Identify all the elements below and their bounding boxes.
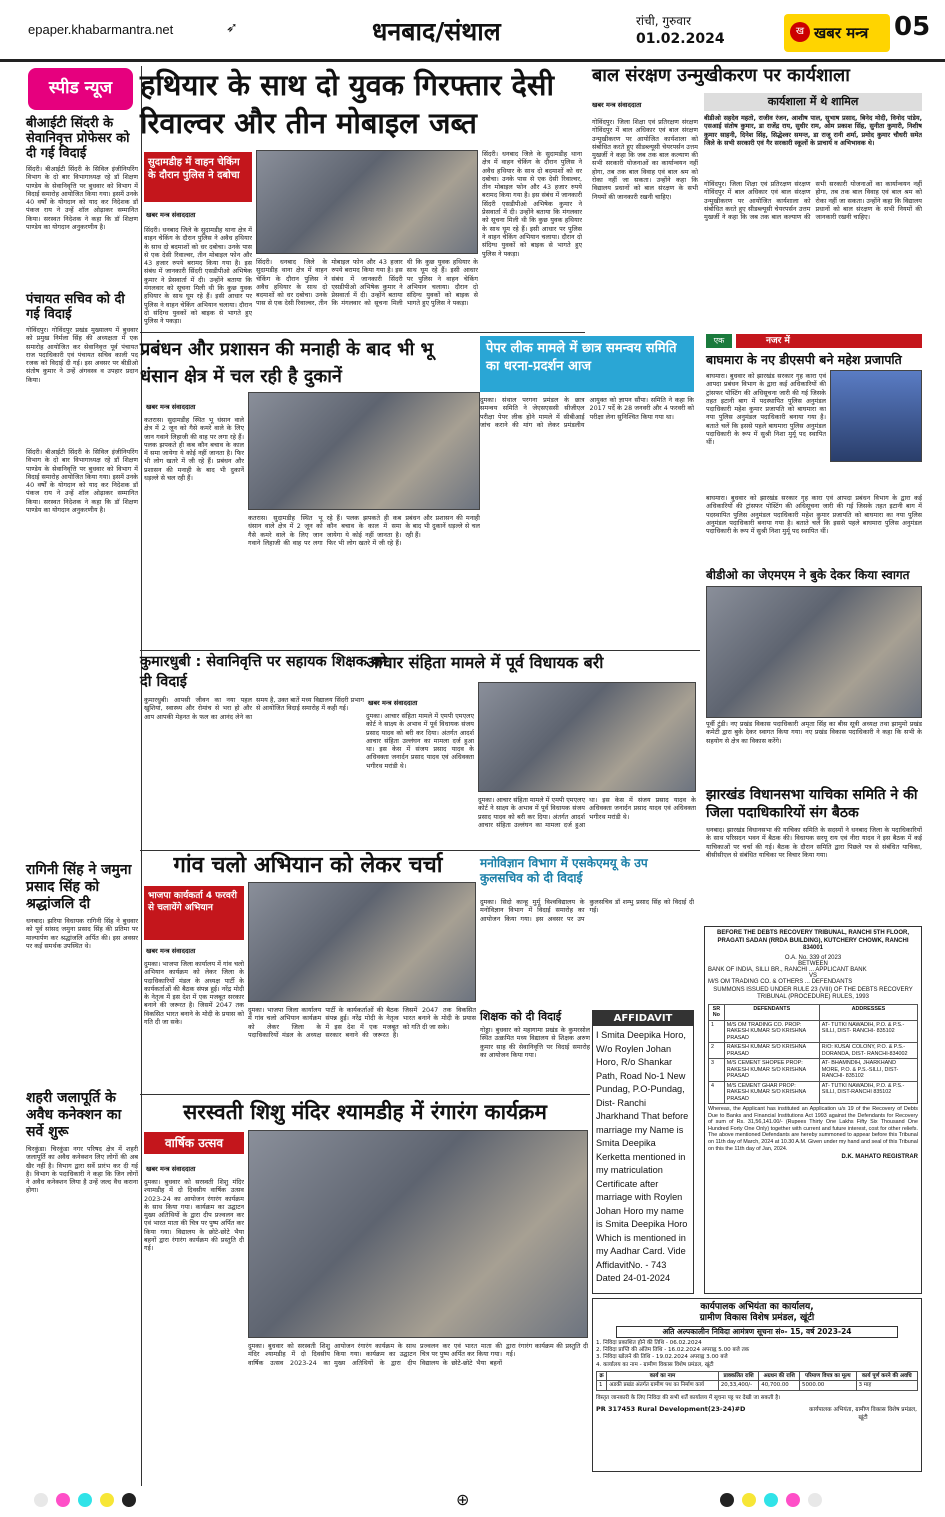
- table-header: क्र: [597, 1371, 607, 1381]
- kumardhubi-headline: कुमारधुबी : सेवानिवृत्ति पर सहायक शिक्षक को दी विदाई: [140, 654, 387, 690]
- jharkhand-body: धनबाद। झारखंड विधानसभा की याचिका समिति के सदस्यों ने धनबाद जिला के पदाधिकारियों के साथ परिसदन भवन में बैठक की। विधायक सरयू राय एवं नीरा यादव ने इस बैठक में कई याचिकाओं पर चर्चा की गई। बैठक के दौरान समिति द्वारा पिछले पत्र से संबंधित याचिका, बीसीसीएल से संबंधित याचिका पर विचार किया गया।: [706, 826, 922, 859]
- bal-byline: खबर मन्त्र संवाददाता: [592, 101, 642, 109]
- tender-pr: PR 317453 Rural Development(23-24)#D: [596, 1404, 746, 1413]
- table-header: SR No: [709, 1004, 725, 1020]
- lead-body-3: सिंदरी। धनबाद जिले के सुदामडीह थाना क्षेत्र में वाहन चेकिंग के दौरान पुलिस ने अवैध हथियार के साथ दो बदमाशों को धर दबोचा। उनके पास से एक देसी रिवाल्वर, तीन मोबाइल फोन और 43 हजार रुपये बरामद किया गया है। इस संबंध में जानकारी सिंदरी एसडीपीओ अभिषेक कुमार ने प्रेसवार्ता में दी। उन्होंने बताया कि मंगलवार को सूचना मिली थी कि कुछ युवक हथियार के साथ घूम रहे हैं। इसी आधार पर पुलिस ने वाहन चेकिंग अभियान चलाया। दौरान दो संदिग्ध युवकों को बाइक से भागते हुए पुलिस ने पकड़ा।: [482, 150, 582, 258]
- tender-signoff: कार्यपालक अभियंता, ग्रामीण विकास विशेष प्रमंडल, खूंटी: [809, 1406, 917, 1421]
- gaon-photo: [248, 882, 476, 1002]
- crosshair-icon: ⊕: [456, 1490, 470, 1509]
- achar-byline: खबर मन्त्र संवाददाता: [368, 699, 418, 707]
- tender-office-2: ग्रामीण विकास विशेष प्रमंडल, खूंटी: [699, 1313, 815, 1323]
- gaon-body-1: दुमका। भाजपा जिला कार्यालय में गांव चलो अभियान कार्यक्रम को लेकर जिला के पदाधिकारियों मंडल के अध्यक्ष पार्टी के कार्यकर्ताओं की बैठक संपन्न हुई। नरेंद्र मोदी के नेतृत्व में इस देश में एक मजबूत सरकार बनाने की जरूरत है। जिसमें 2047 तक विकसित भारत बनाने के मोदी के प्रयास को गति दी जा सके।: [144, 960, 244, 1027]
- site-url[interactable]: epaper.khabarmantra.net: [28, 22, 174, 37]
- print-registration-marks: [720, 1492, 830, 1511]
- left-filler: [26, 448, 138, 848]
- news-box-label-small: एक: [706, 334, 732, 348]
- bal-names: बीडीओ सहदेव महतो, राजीव रंजन, आशीष पाल, सुभाष प्रसाद, बिनेद मोदी, विनोद पांडेय, एसआई संतोष कुमार, डा राजेंद्र राय, सुधीर राम, ओम प्रकाश सिंह, सुनीता कुमारी, निशीष कुमार साहनी, दिनेश सिंह, सिद्धेश्वर समन्त, डा राजू रानी शर्मा, प्रमोद कुमार चौधरी समेत जिले के सभी सरकारी एवं गैर सरकारी स्कूलों के प्राचार्य व अभिभावक थे।: [704, 114, 922, 147]
- manovigyan-headline: मनोविज्ञान विभाग में एसकेएमयू के उप कुलसचिव को दी विदाई: [480, 856, 648, 885]
- table-row: [709, 1020, 918, 1043]
- table-row: [709, 1081, 918, 1104]
- table-header: DEFENDANTS: [724, 1004, 819, 1020]
- table-cell: 4: [709, 1081, 725, 1104]
- table-row: [709, 1043, 918, 1059]
- affidavit-box: [592, 1010, 694, 1294]
- lead-kicker: सुदामडीह में वाहन चेकिंग के दौरान पुलिस ने दबोचा: [144, 152, 252, 202]
- divider: [140, 1094, 590, 1095]
- table-cell: 40,700.00: [759, 1381, 800, 1391]
- speed-news-badge: स्पीड न्यूज: [28, 68, 133, 110]
- cursor-icon: ➶: [226, 20, 238, 36]
- table-cell: M/S OM TRADING CO. PROP: RAKESH KUMAR S/O KRISHNA PRASAD: [724, 1020, 819, 1043]
- bal-body-1: गोविंदपुर। जिला शिक्षा एवं प्रतिरक्षण संरक्षण गोविंदपुर में बाल अधिकार एवं बाल संरक्षण उन्मुखीकरण पर आयोजित कार्यशाला को संबोधित करते हुए सीडब्ल्यूसी चेयरपर्सन उत्तम मुखर्जी ने कहा कि जब तक बाल कल्याण की सभी सरकारी योजनाओं का कार्यान्वयन नहीं होगा, तब तक बाल विवाह एवं बाल श्रम को रोका नहीं जा सकता। उन्होंने कहा कि विद्यालय प्रधानों को बाल संरक्षण के सभी नियमों की जानकारी रखनी चाहिए।: [592, 118, 698, 201]
- left-story-4: [26, 862, 138, 1087]
- lead-photo: [256, 150, 478, 254]
- gaon-headline: गांव चलो अभियान को लेकर चर्चा: [173, 853, 443, 878]
- affidavit-body: I Smita Deepika Horo, W/o Roylen Johan Horo, R/o Shankar Path, Road No-1 New Pundag, P.O-Pundag, Dist- Ranchi Jharkhand That before marriage my Name is Smita Deepika Kerketta mentioned in my matriculation Certificate after marriage with Roylen Johan Horo my name is Smita Deepika Horo Which is mentioned in my Aadhar Card. Vide AffidavitNo. - 743 Dated 24-01-2024: [596, 1030, 689, 1283]
- bal-body-2: गोविंदपुर। जिला शिक्षा एवं प्रतिरक्षण संरक्षण गोविंदपुर में बाल अधिकार एवं बाल संरक्षण उन्मुखीकरण पर आयोजित कार्यशाला को संबोधित करते हुए सीडब्ल्यूसी चेयरपर्सन उत्तम मुखर्जी ने कहा कि जब तक बाल कल्याण की सभी सरकारी योजनाओं का कार्यान्वयन नहीं होगा, तब तक बाल विवाह एवं बाल श्रम को रोका नहीं जा सकता। उन्होंने कहा कि विद्यालय प्रधानों को बाल संरक्षण के सभी नियमों की जानकारी रखनी चाहिए।: [704, 180, 922, 222]
- bdo-body: पूर्वी टुंडी। नए प्रखंड विकास पदाधिकारी अमृता सिंह का बीस सूत्री अध्यक्ष तथा झामुमो प्रखंड कमेटी द्वारा बुके देकर स्वागत किया गया। नए प्रखंड विकास पदाधिकारी ने कहा कि सभी के सहयोग से क्षेत्र का विकास करेंगे।: [706, 720, 922, 745]
- saraswati-body-2: दुमका। बुधवार को सरस्वती शिशु मंदिर श्यामडीह में दो दिवसीय वार्षिक उत्सव 2023-24 का आयोजन रंगारंग कार्यक्रम के साथ किया गया। कार्यक्रम का उद्घाटन मुख्य अतिथियों के द्वारा दीप प्रज्वलन कर एवं भारत माता की चित्र पर पुष्प अर्पित कर किया गया। विद्यालय के छोटे-छोटे भैया बहनों द्वारा रंगारंग कार्यक्रम की प्रस्तुति दी गई।: [248, 1342, 588, 1367]
- left-story-1-body: सिंदरी। बीआईटी सिंदरी के सिविल इंजीनियरिंग विभाग के दो बार विभागाध्यक्ष रहे डॉ शिक्षण पाण्डेय के सेवानिवृत्ति पर बुधवार को विभाग में विदाई समारोह आयोजित किया गया। इसमें उनके 40 वर्षों के योगदान को याद कर निदेशक डॉ पंकज राय ने उन्हें शॉल ओढ़ाकर सम्मानित किया। सरस्वत निदेशक ने कहा कि डॉ शिक्षण पाण्डेय का योगदान अनुकरणीय है।: [26, 165, 138, 232]
- dsp-body-2: बाघमारा। बुधवार को झारखंड सरकार गृह कारा एवं आपदा प्रबंधन विभाग के द्वारा कई अधिकारियों की ट्रांसफर पोस्टिंग की अधिसूचना जारी की गई जिसके तहत इटानी बाग में पदस्थापित पुलिस अनुमंडल पदाधिकारी महेश कुमार प्रजापति को बाघमारा का नया पुलिस अनुमंडल पदाधिकारी बनाया गया है। बताते चलें कि इससे पहले बाघमारा पुलिस अनुमंडल पदाधिकारी के रूप में सुश्री निशा मुर्मू पद स्थापित थीं।: [706, 494, 922, 536]
- lead-body-2: सिंदरी। धनबाद जिले के सुदामडीह थाना क्षेत्र में वाहन चेकिंग के दौरान पुलिस ने अवैध हथियार के साथ दो बदमाशों को धर दबोचा। उनके पास से एक देसी रिवाल्वर, तीन मोबाइल फोन और 43 हजार रुपये बरामद किया गया है। इस संबंध में जानकारी सिंदरी एसडीपीओ अभिषेक कुमार ने प्रेसवार्ता में दी। उन्होंने बताया कि मंगलवार को सूचना मिली थी कि कुछ युवक हथियार के साथ घूम रहे हैं। इसी आधार पर पुलिस ने वाहन चेकिंग अभियान चलाया। दौरान दो संदिग्ध युवकों को बाइक से भागते हुए पुलिस ने पकड़ा।: [256, 258, 478, 308]
- lead-byline: खबर मन्त्र संवाददाता: [146, 211, 196, 219]
- achar-body-2: दुमका। आचार संहिता मामले में एमपी एमएलए कोर्ट ने साक्ष्य के अभाव में पूर्व विधायक संजय प्रसाद यादव को बरी कर दिया। अंतर्गत आदर्श आचार संहिता उल्लंघन का मामला दर्ज हुआ था। इस केस में संजय प्रसाद यादव के अधिवक्ता जनार्दन प्रसाद यादव एवं अधिवक्ता भगीरथ मरांडी थे।: [478, 796, 696, 829]
- gaon-kicker: भाजपा कार्यकर्ता 4 फरवरी से चलायेंगे अभियान: [144, 886, 244, 940]
- paper-leak-body: दुमका। संथाल परगना प्रमंडल के छात्र समन्वय समिति ने जेएसएससी सीजीएल परीक्षा पेपर लीक होने मामले में सीबीआई जांच कराने की मांग को लेकर प्रमंडलीय आयुक्त को ज्ञापन सौंपा। समिति ने कहा कि 2017 पर्दे के 28 जनवरी और 4 फरवरी को परीक्षा लेना सुनिश्चित किया गया था।: [480, 396, 694, 429]
- bdo-photo: [706, 586, 922, 718]
- table-header: कार्य पूर्ण करने की अवधि: [856, 1371, 917, 1381]
- edition-date: 01.02.2024: [636, 31, 725, 47]
- dateline: [636, 12, 725, 48]
- tender-line: 3. निविदा खोलने की तिथि - 19.02.2024 अपराह्न 3.00 बजे: [596, 1354, 728, 1361]
- achar-headline: आचार संहिता मामले में पूर्व विधायक बरी: [366, 653, 604, 672]
- tender-notice: [592, 1298, 922, 1472]
- table-row: [709, 1059, 918, 1082]
- tribunal-defendants: M/S OM TRADING CO. & OTHERS ... DEFENDANTS: [708, 978, 853, 985]
- table-cell: AT- TUTKI NAWADIH, P.O. & P.S.-SILLI, DIST- RANCHI- 835102: [819, 1020, 917, 1043]
- left-story-1: [26, 116, 138, 293]
- left-filler-body: सिंदरी। बीआईटी सिंदरी के सिविल इंजीनियरिंग विभाग के दो बार विभागाध्यक्ष रहे डॉ शिक्षण पाण्डेय के सेवानिवृत्ति पर बुधवार को विभाग में विदाई समारोह आयोजित किया गया। इसमें उनके 40 वर्षों के योगदान को याद कर निदेशक डॉ पंकज राय ने उन्हें शॉल ओढ़ाकर सम्मानित किया। सरस्वत निदेशक ने कहा कि डॉ शिक्षण पाण्डेय का योगदान अनुकरणीय है।: [26, 448, 138, 515]
- left-story-4-body: धनबाद। झरिया विधायक रागिनी सिंह ने बुधवार को पूर्व सांसद जमुना प्रसाद सिंह की प्रतिमा पर माल्यार्पण कर श्रद्धांजलि अर्पित की। इस अवसर पर कई समर्थक उपस्थित थे।: [26, 917, 138, 950]
- table-cell: RAKESH KUMAR S/O KRISHNA PRASAD: [724, 1043, 819, 1059]
- table-cell: AT- BHAMNDIH, JHARKHAND MORE, P.O. & P.S.-SILLI, DIST-RANCHI- 835102: [819, 1059, 917, 1082]
- table-cell: 5000.00: [800, 1381, 857, 1391]
- manovigyan-body: दुमका। सिदो कान्हू मुर्मू विश्वविद्यालय के मनोविज्ञान विभाग में विदाई समारोह का आयोजन किया गया। इस अवसर पर उप कुलसचिव डॉ शम्भु प्रसाद सिंह को विदाई दी गई।: [480, 898, 694, 923]
- table-header: ADDRESSES: [819, 1004, 917, 1020]
- table-cell: 20,33,400/-: [718, 1381, 758, 1391]
- saraswati-headline: सरस्वती शिशु मंदिर श्यामडीह में रंगारंग कार्यक्रम: [183, 1100, 547, 1124]
- tribunal-notice: [704, 926, 922, 1294]
- news-box-label: नजर में: [736, 334, 922, 348]
- tender-office-1: कार्यपालक अभियंता का कार्यालय,: [700, 1302, 814, 1312]
- dsp-headline: बाघमारा के नए डीएसपी बने महेश प्रजापति: [706, 352, 902, 367]
- prabandhan-photo: [248, 392, 480, 510]
- gaon-body-2: दुमका। भाजपा जिला कार्यालय में गांव चलो अभियान कार्यक्रम को लेकर जिला के पदाधिकारियों मंडल के अध्यक्ष पार्टी के कार्यकर्ताओं की बैठक संपन्न हुई। नरेंद्र मोदी के नेतृत्व में इस देश में एक मजबूत सरकार बनाने की जरूरत है। जिसमें 2047 तक विकसित भारत बनाने के मोदी के प्रयास को गति दी जा सके।: [248, 1006, 476, 1039]
- shikshak-headline: शिक्षक को दी विदाई: [480, 1010, 562, 1023]
- tender-line: 1. निविदा प्रकाशित होने की तिथि - 06.02.2024: [596, 1340, 702, 1346]
- dsp-photo: [830, 370, 922, 462]
- section-title: धनबाद/संथाल: [372, 17, 501, 46]
- table-header: परिमाण विपत्र का मूल्य: [800, 1371, 857, 1381]
- table-cell: AT- TUTKI NAWADIH, P.O. & P.S.-SILLI, DIST-RANCHI 835102: [819, 1081, 917, 1104]
- kumardhubi-body: कुमारधुबी। आपसी जीवन का नया पहल खुशियां, स्वास्थ्य और रोमांच से भरा हो और आप आपकी मेहनत के फल का आनंद लेने का समय है, उक्त बातें मध्य विद्यालय सिंदरी प्रभाग से आयोजित विदाई समारोह में कही गई।: [144, 696, 364, 721]
- tribunal-oa: O.A. No. 339 of 2023: [784, 954, 842, 961]
- tribunal-between: BETWEEN: [798, 960, 828, 967]
- lead-body-1: सिंदरी। धनबाद जिले के सुदामडीह थाना क्षेत्र में वाहन चेकिंग के दौरान पुलिस ने अवैध हथियार के साथ दो बदमाशों को धर दबोचा। उनके पास से एक देसी रिवाल्वर, तीन मोबाइल फोन और 43 हजार रुपये बरामद किया गया है। इस संबंध में जानकारी सिंदरी एसडीपीओ अभिषेक कुमार ने प्रेसवार्ता में दी। उन्होंने बताया कि मंगलवार को सूचना मिली थी कि कुछ युवक हथियार के साथ घूम रहे हैं। इसी आधार पर पुलिस ने वाहन चेकिंग अभियान चलाया। दौरान दो संदिग्ध युवकों को बाइक से भागते हुए पुलिस ने पकड़ा।: [144, 226, 252, 326]
- page-number: 05: [894, 12, 931, 42]
- paper-leak-headline: पेपर लीक मामले में छात्र समन्वय समिति का धरना-प्रदर्शन आज: [480, 336, 694, 392]
- left-story-2-title: पंचायत सचिव को दी गई विदाई: [26, 292, 125, 322]
- print-registration-marks: [34, 1492, 144, 1511]
- left-story-2: [26, 292, 138, 456]
- table-cell: 2: [709, 1043, 725, 1059]
- table-cell: 1: [597, 1381, 607, 1391]
- left-story-4-title: रागिनी सिंह ने जमुना प्रसाद सिंह को श्रद्धांजलि दी: [26, 862, 132, 912]
- tender-title: अति अल्पकालीन निविदा आमंत्रण सूचना सं०- 15, वर्ष 2023-24: [616, 1326, 898, 1338]
- tribunal-vs: VS: [808, 972, 817, 979]
- table-header: प्राक्कलित राशि: [718, 1371, 758, 1381]
- brand-badge: खबर मन्त्र: [784, 14, 890, 52]
- city-day: रांची, गुरुवार: [636, 14, 691, 28]
- jharkhand-headline: झारखंड विधानसभा याचिका समिति ने की जिला पदाधिकारियों संग बैठक: [706, 787, 918, 821]
- left-story-1-title: बीआईटी सिंदरी के सेवानिवृत्त प्रोफेसर को दी गई विदाई: [26, 116, 130, 161]
- table-header: कार्य का नाम: [607, 1371, 719, 1381]
- table-cell: M/S CEMENT SHOPEE PROP: RAKESH KUMAR S/O KRISHNA PRASAD: [724, 1059, 819, 1082]
- achar-photo: [478, 682, 696, 792]
- table-cell: 3 माह: [856, 1381, 917, 1391]
- affidavit-title: AFFIDAVIT: [593, 1011, 693, 1026]
- divider: [140, 850, 700, 851]
- table-cell: 3: [709, 1059, 725, 1082]
- tender-line: 4. कार्यालय का नाम - ग्रामीण विकास विशेष प्रमंडल, खूंटी: [596, 1361, 714, 1368]
- tribunal-header: BEFORE THE DEBTS RECOVERY TRIBUNAL, RANCHI 5TH FLOOR, PRAGATI SADAN (RRDA BUILDING), KUTCHERY CHOWK, RANCHI 834001: [716, 930, 909, 951]
- saraswati-body-1: दुमका। बुधवार को सरस्वती शिशु मंदिर श्यामडीह में दो दिवसीय वार्षिक उत्सव 2023-24 का आयोजन रंगारंग कार्यक्रम के साथ किया गया। कार्यक्रम का उद्घाटन मुख्य अतिथियों के द्वारा दीप प्रज्वलन कर एवं भारत माता की चित्र पर पुष्प अर्पित कर किया गया। विद्यालय के छोटे-छोटे भैया बहनों द्वारा रंगारंग कार्यक्रम की प्रस्तुति दी गई।: [144, 1178, 244, 1253]
- left-story-5-body: चिरकुंडा। चिरकुंडा नगर परिषद क्षेत्र में शहरी जलापूर्ति का अवैध कनेक्शन लिए लोगों की अब खैर नहीं है। विभाग द्वारा सर्वे प्रारंभ कर दी गई है। विभाग के पदाधिकारी ने कहा कि जिन लोगों ने अवैध कनेक्शन लिया है उन्हें जल्द वैध कराना होगा।: [26, 1145, 138, 1195]
- tribunal-footer: Whereas, the Applicant has instituted an Application u/s 19 of the Recovery of Debts Due to Banks and Financial Institutions Act 1993 against the Defendants for Recovery of sum of Rs. 31,56,141.00/- (Rupees Thirty One Lakhs Fifty Six Thousand One Hundred Forty One Only) together with current and future interest, cost for other reliefs. The above mentioned Defendants are hereby summoned to appear before this Tribunal on 11th day of March, 2024 at 10.30 A.M. Given under my hand and seal of this Tribunal on this the 11th day of Jan, 2024.: [708, 1106, 918, 1152]
- tribunal-table: [708, 1004, 918, 1105]
- tender-lines: [596, 1340, 918, 1369]
- dsp-body-1: बाघमारा। बुधवार को झारखंड सरकार गृह कारा एवं आपदा प्रबंधन विभाग के द्वारा कई अधिकारियों की ट्रांसफर पोस्टिंग की अधिसूचना जारी की गई जिसके तहत इटानी बाग में पदस्थापित पुलिस अनुमंडल पदाधिकारी महेश कुमार प्रजापति को बाघमारा का नया पुलिस अनुमंडल पदाधिकारी बनाया गया है। बताते चलें कि इससे पहले बाघमारा पुलिस अनुमंडल पदाधिकारी के रूप में सुश्री निशा मुर्मू पद स्थापित थीं।: [706, 372, 826, 447]
- left-story-5: [26, 1090, 138, 1475]
- bal-headline: बाल संरक्षण उन्मुखीकरण पर कार्यशाला: [592, 65, 850, 86]
- achar-body-1: दुमका। आचार संहिता मामले में एमपी एमएलए कोर्ट ने साक्ष्य के अभाव में पूर्व विधायक संजय प्रसाद यादव को बरी कर दिया। अंतर्गत आदर्श आचार संहिता उल्लंघन का मामला दर्ज हुआ था। इस केस में संजय प्रसाद यादव के अधिवक्ता जनार्दन प्रसाद यादव एवं अधिवक्ता भगीरथ मरांडी थे।: [366, 712, 474, 770]
- saraswati-byline: खबर मन्त्र संवाददाता: [146, 1165, 196, 1173]
- lead-headline: हथियार के साथ दो युवक गिरफ्तार देसी रिवाल्वर और तीन मोबाइल जब्त: [140, 68, 555, 140]
- column-divider: [141, 66, 142, 1486]
- tribunal-sign: D.K. MAHATO REGISTRAR: [841, 1154, 918, 1161]
- left-story-5-title: शहरी जलापूर्ति के अवैध कनेक्शन का सर्वे शुरू: [26, 1090, 122, 1140]
- tender-table: [596, 1371, 918, 1391]
- prabandhan-byline: खबर मन्त्र संवाददाता: [146, 403, 196, 411]
- table-cell: M/S CEMENT GHAR PROP: RAKESH KUMAR S/O KRISHNA PRASAD: [724, 1081, 819, 1104]
- bdo-headline: बीडीओ का जेएमएम ने बुके देकर किया स्वागत: [706, 568, 910, 582]
- left-story-2-body: गोविंदपुर। गोविंदपुर प्रखंड मुख्यालय में बुधवार को प्रमुख निर्मला सिंह की अध्यक्षता में एक समारोह आयोजित कर सेवानिवृत्त पूर्व पंचायत राज पदाधिकारी एवं पंचायत सचिव काली पद रजक को विदाई दी गई। इस अवसर पर बीडीओ संतोष कुमार ने उन्हें अंगवस्त्र व उपहार प्रदान किया।: [26, 326, 138, 384]
- tribunal-summons: SUMMONS ISSUED UNDER RULE 23 (VIII) OF THE DEBTS RECOVERY TRIBUNAL (PROCEDURE) RULES, 1993: [713, 986, 913, 1000]
- prabandhan-headline: प्रबंधन और प्रशासन की मनाही के बाद भी भू धंसान क्षेत्र में चल रही है दुकानें: [140, 339, 434, 387]
- tender-footnote: विस्तृत जानकारी के लिए निविदा की सभी शर्तें कार्यालय में सूचना पट्ट पर देखी जा सकती है।: [596, 1394, 781, 1401]
- prabandhan-body-1: कतरास। सुदामडीह स्थित भू धंसान वाले क्षेत्र में 2 जून को गैसे कमरे वाले के लिए जान गवाने लिहाजी की वाह पर लगा रहे हैं। पलक झपकते ही कब कौन बचाव के काल में समा जायेगा ये कोई नहीं जानता है। फिर भी लोग खतरे में जी रहे हैं। प्रबंधन और प्रशासन की मनाही के बाद भी दुकानें धड़ल्ले से चल रही हैं।: [144, 416, 244, 483]
- tribunal-parties: BANK OF INDIA, SILLI BR., RANCHI ... APPLICANT BANK: [708, 966, 867, 973]
- table-row: [597, 1381, 918, 1391]
- divider: [140, 332, 585, 333]
- shikshak-body: गोड्डा। बुधवार को महागामा प्रखंड के कुमरसोल स्थित उत्क्रमित मध्य विद्यालय से शिक्षक अरुण कुमार साह की सेवानिवृत्ति पर विदाई समारोह का आयोजन किया गया।: [480, 1026, 590, 1059]
- saraswati-kicker: वार्षिक उत्सव: [144, 1132, 244, 1154]
- table-cell: R/O: KUSAI COLONY, P.O. & P.S.-DORANDA, DIST- RANCHI-834002: [819, 1043, 917, 1059]
- table-header: अग्रधन की राशि: [759, 1371, 800, 1381]
- tender-line: 2. निविदा प्राप्ति की अंतिम तिथि - 16.02.2024 अपराह्न 5.00 बजे तक: [596, 1347, 750, 1354]
- bal-subhead: कार्यशाला में थे शामिल: [704, 93, 922, 111]
- prabandhan-body-2: कतरास। सुदामडीह स्थित भू धंसान वाले क्षेत्र में 2 जून को गैसे कमरे वाले के लिए जान गवाने लिहाजी की वाह पर लगा रहे हैं। पलक झपकते ही कब कौन बचाव के काल में समा जायेगा ये कोई नहीं जानता है। फिर भी लोग खतरे में जी रहे हैं। प्रबंधन और प्रशासन की मनाही के बाद भी दुकानें धड़ल्ले से चल रही हैं।: [248, 514, 480, 547]
- saraswati-photo: [248, 1130, 588, 1338]
- table-cell: 1: [709, 1020, 725, 1043]
- gaon-byline: खबर मन्त्र संवाददाता: [146, 947, 196, 955]
- brand-logo-icon: ख: [790, 22, 810, 42]
- table-cell: अडकी प्रखंड अंतर्गत ग्रामीण पथ का निर्माण कार्य: [607, 1381, 719, 1391]
- divider: [140, 650, 700, 651]
